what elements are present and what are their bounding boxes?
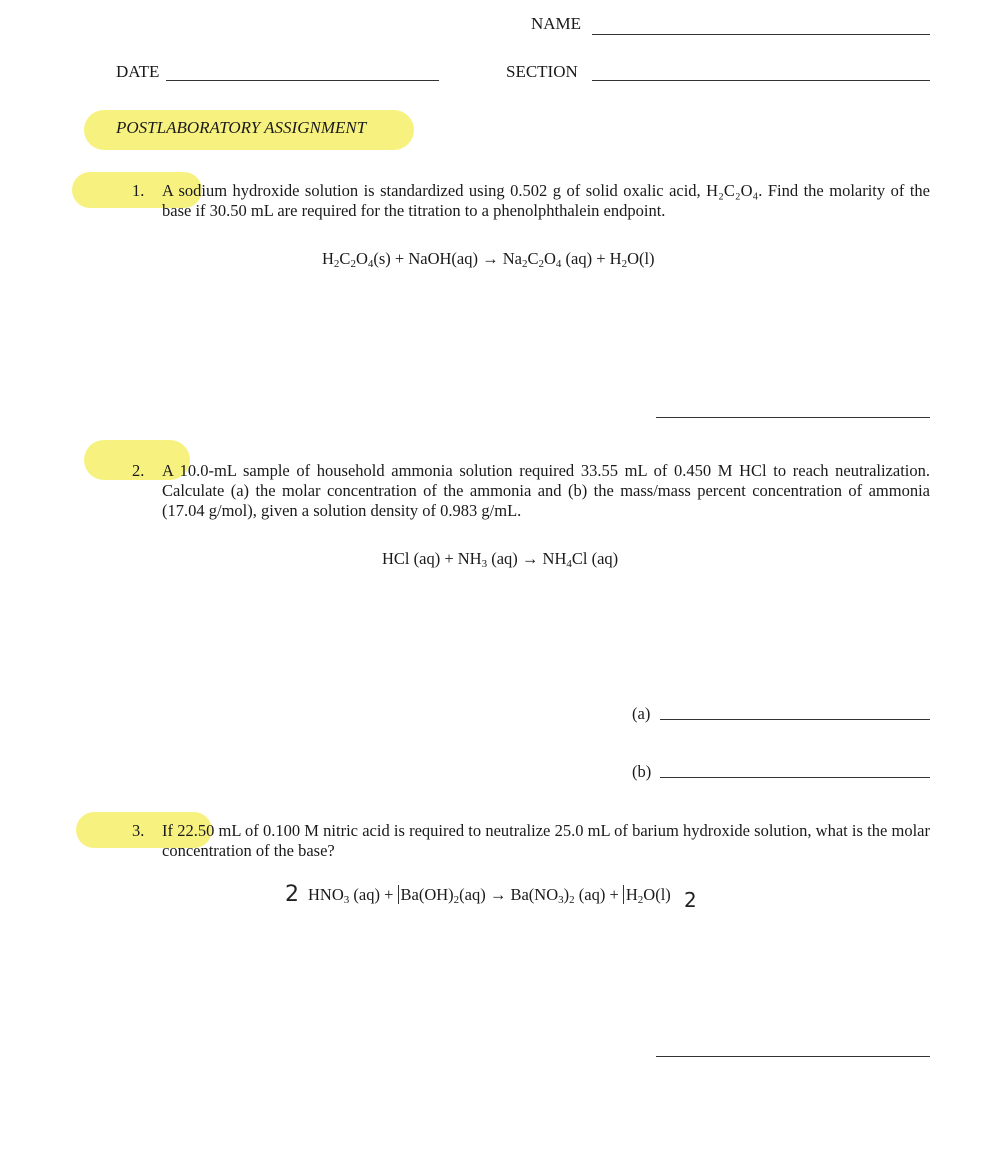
question-number: 1. bbox=[132, 181, 145, 200]
question-3 bbox=[132, 821, 930, 861]
section-field[interactable] bbox=[592, 80, 930, 81]
question-2 bbox=[132, 461, 930, 521]
answer-line-b[interactable] bbox=[660, 777, 930, 778]
handwritten-coefficient-hno3: 2 bbox=[285, 882, 299, 907]
name-label: NAME bbox=[531, 14, 582, 33]
section-title: POSTLABORATORY ASSIGNMENT bbox=[116, 118, 367, 137]
answer-b-label: (b) bbox=[632, 762, 652, 781]
handwritten-coefficient-h2o: 2 bbox=[684, 888, 697, 912]
question-number: 3. bbox=[132, 821, 145, 840]
answer-line-3[interactable] bbox=[656, 1056, 930, 1057]
date-field[interactable] bbox=[166, 80, 439, 81]
equation-2: HCl $(aq) + NH_3$ $(aq) \to NH_4Cl$ (aq) bbox=[382, 549, 619, 570]
answer-line-1[interactable] bbox=[656, 417, 930, 418]
equation-3: $HNO_3$ $(aq) + Ba(OH)_2(aq) \to Ba(NO_3)_2$ $(aq) + H_2O(l)$ bbox=[308, 885, 671, 906]
question-text: If 22.50 mL of 0.100 M nitric acid is required to neutralize 25.0 mL of barium hydroxide solution, what is the molar concentration of the base? bbox=[162, 821, 930, 860]
question-1 bbox=[132, 181, 930, 221]
question-text: A sodium hydroxide solution is standardized using 0.502 g of solid oxalic acid, H₂C₂O₄. Find the molarity of the base if 30.50 mL are required for the titration to a phenolphthalein endpoint. bbox=[162, 181, 930, 220]
equation-1: $H_2C_2O_4(s)$ + NaOH(aq) → $Na_2C_2O_4$ $(aq) + H_2O(l)$ bbox=[322, 249, 655, 270]
name-field[interactable] bbox=[592, 34, 930, 35]
section-label: SECTION bbox=[506, 62, 578, 81]
date-label: DATE bbox=[116, 62, 160, 81]
question-number: 2. bbox=[132, 461, 145, 480]
answer-line-a[interactable] bbox=[660, 719, 930, 720]
answer-a-label: (a) bbox=[632, 704, 651, 723]
question-text: A 10.0-mL sample of household ammonia solution required 33.55 mL of 0.450 M HCl to reach neutralization. Calculate (a) the molar concentration of the ammonia and (b) the mass/mass percent concentration of ammonia (17.04 g/mol), given a solution density of 0.983 g/mL. bbox=[162, 461, 930, 520]
